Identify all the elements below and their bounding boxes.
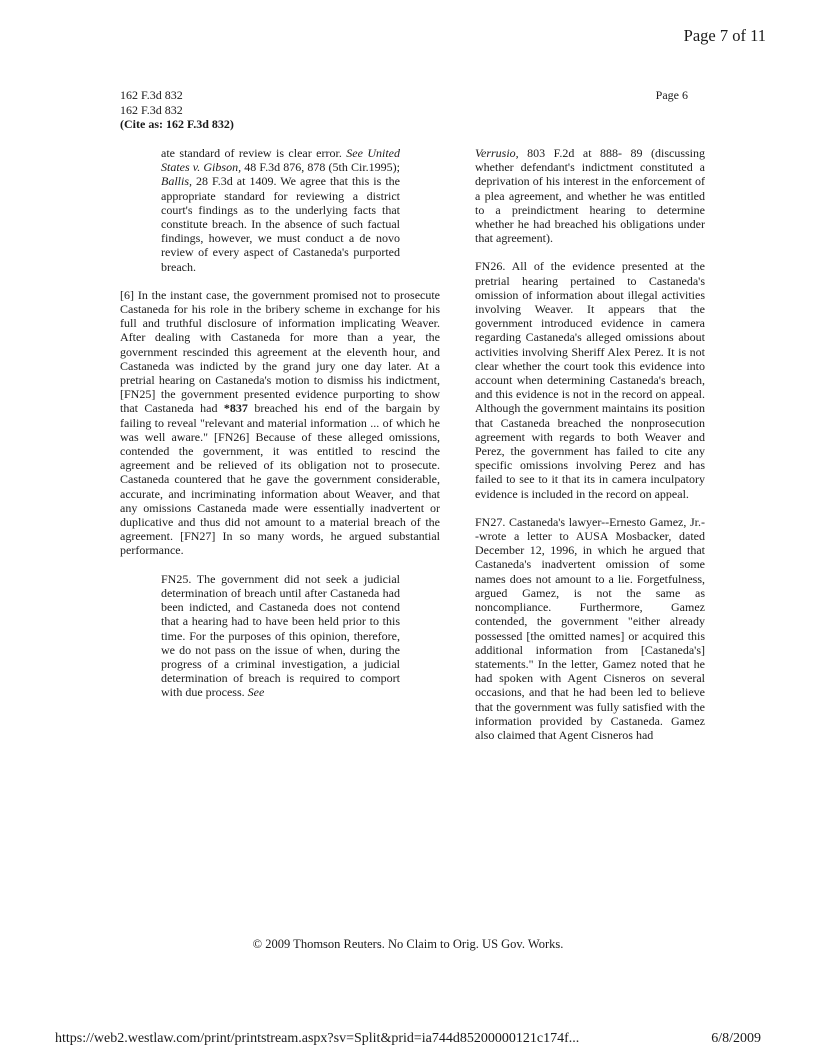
left-column bbox=[120, 146, 440, 714]
cite-line-2: 162 F.3d 832 bbox=[120, 102, 183, 117]
case-citation-verrusio: Verrusio, bbox=[475, 146, 519, 160]
print-url: https://web2.westlaw.com/print/printstream.aspx?sv=Split&prid=ia744d85200000121c174f... bbox=[55, 1031, 580, 1046]
standard-of-review-paragraph: ate standard of review is clear error. See United States v. Gibson, 48 F.3d 876, 878 (5th Cir.1995); Ballis, 28 F.3d at 1409. We agree that this is the appropriate standard for reviewing a district court's findings as to the underlying facts that constitute breach. In the absence of such factual findings, however, we must conduct a de novo review of every aspect of Castaneda's purported breach. bbox=[161, 146, 401, 274]
copyright-footer: © 2009 Thomson Reuters. No Claim to Orig. US Gov. Works. bbox=[252, 937, 564, 951]
citation-header bbox=[120, 88, 234, 132]
case-citation-gibson: See United States v. Gibson, bbox=[161, 146, 401, 175]
footnote-26: FN26. All of the evidence presented at the pretrial hearing pertained to Castaneda's omission of information about illegal activities involving Weaver. It appears that the government introduced evidence in camera regarding Castaneda's alleged omissions about activities involving Sheriff Alex Perez. It is not clear whether the court took this evidence into account when determining Castaneda's breach, and this evidence is not in the record on appeal. Although the government maintains its position that Castaneda breached the nonprosecution agreement with regards to both Weaver and Perez, the government has failed to cite any specific omissions involving Perez and has failed to see to it that its in camera inculpatory evidence is included in the record on appeal. bbox=[475, 259, 705, 501]
star-page-marker: *837 bbox=[223, 401, 248, 416]
instant-case-paragraph: [6] In the instant case, the government promised not to prosecute Castaneda for his role in the bribery scheme in exchange for his full and truthful disclosure of information implicating Weaver. After dealing with Castaneda for more than a year, the government rescinded this agreement at the eleventh hour, and Castaneda was indicted by the grand jury one day later. At a pretrial hearing on Castaneda's motion to dismiss his indictment, [FN25] the government presented evidence purporting to show that Castaneda had *837 breached his end of the bargain by failing to reveal "relevant and material information ... of which he was well aware." [FN26] Because of these alleged omissions, contended the government, it was entitled to rescind the agreement and be relieved of its obligation not to prosecute. Castaneda countered that he gave the government considerable, accurate, and incriminating information about Weaver, and that any omissions Castaneda made were essentially inadvertent or duplicative and thus did not amount to a material breach of the agreement. [FN27] In so many words, he argued substantial performance. bbox=[120, 287, 440, 558]
cite-line-1: 162 F.3d 832 bbox=[120, 88, 183, 102]
footnote-25: FN25. The government did not seek a judicial determination of breach until after Castaneda had been indicted, and Castaneda does not contend that a hearing had to have been held prior to this time. For the purposes of this opinion, therefore, we do not pass on the issue of when, during the progress of a criminal investigation, a judicial determination of breach is required to comport with due process. See bbox=[161, 571, 400, 700]
cite-as: (Cite as: 162 F.3d 832) bbox=[120, 117, 234, 131]
verrusio-continuation: Verrusio, 803 F.2d at 888- 89 (discussing whether defendant's indictment constituted a deprivation of his interest in the enforcement of a plea agreement, and whether he was entitled to a preindictment hearing to determine whether he had breached his obligations under that agreement). bbox=[475, 146, 705, 246]
page-number: Page 6 bbox=[655, 88, 688, 102]
page-of-indicator: Page 7 of 11 bbox=[683, 26, 766, 45]
footnote-27: FN27. Castaneda's lawyer--Ernesto Gamez, Jr.--wrote a letter to AUSA Mosbacker, dated December 12, 1996, in which he argued that Castaneda's inadvertent omission of some names does not amount to a lie. Forgetfulness, argued Gamez, is not the same as noncompliance. Furthermore, Gamez contended, the government "either already possessed [the omitted names] or acquired this additional information from [Castaneda's] statements." In the letter, Gamez noted that he had spoken with Agent Cisneros on several occasions, and that he had been led to believe that the government was fully satisfied with the information provided by Castaneda. Gamez also claimed that Agent Cisneros had bbox=[475, 514, 705, 742]
print-date: 6/8/2009 bbox=[711, 1031, 761, 1046]
right-column bbox=[475, 146, 705, 756]
case-citation-ballis: Ballis, bbox=[161, 174, 193, 189]
